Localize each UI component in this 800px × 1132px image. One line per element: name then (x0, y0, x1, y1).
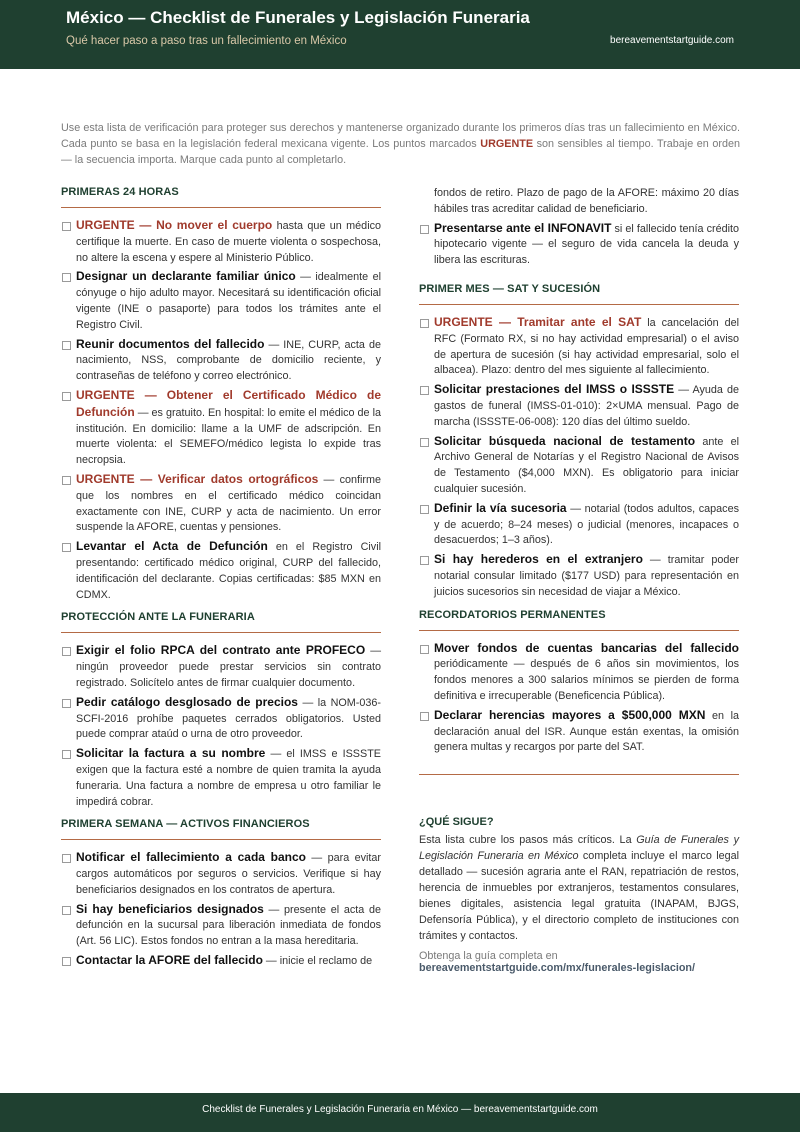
checkbox[interactable] (420, 645, 429, 654)
item-lead: Exigir el folio RPCA del contrato ante PROFECO (76, 643, 366, 658)
checkbox[interactable] (420, 319, 429, 328)
checkbox[interactable] (420, 386, 429, 395)
whats-next-text-end: completa incluye el marco legal detallado — sucesión agraria ante el RAN, repatriación de restos, herencia de inmuebles por extranjeros, testamentos consulares, bienes digitales, asistencia legal gratuita (INAPAM, BJGS, Defensoría Pública), y el directorio completo de instituciones con trámites y contactos. (419, 850, 740, 942)
item-lead: Contactar la AFORE del fallecido (76, 953, 263, 968)
item-text: en el Registro Civil presentando: certificado médico original, CURP del fallecido, identificación del declarante. Copias certificadas: $85 MXN en CDMX. (76, 541, 381, 601)
checkbox[interactable] (62, 543, 71, 552)
item-text: — tramitar poder notarial consular limitado ($177 USD) para representación en juicios sucesorios sin necesidad de viajar a México. (434, 554, 739, 598)
checklist-item (61, 643, 381, 691)
page-footer: Checklist de Funerales y Legislación Funeraria en México — bereavementstartguide.com (0, 1093, 800, 1132)
checklist-item (419, 708, 739, 756)
item-text: — presente el acta de defunción en la sucursal para liberación inmediata de fondos (Art. 56 LIC). Estos fondos no entran a la masa hereditaria. (76, 903, 381, 948)
item-text: — para evitar cargos automáticos por seguros o servicios. Verifique si hay beneficiarios designados en los contratos de apertura. (76, 852, 381, 896)
page-title: México — Checklist de Funerales y Legislación Funeraria (66, 8, 530, 27)
checklist-item (61, 746, 381, 810)
item-lead: URGENTE — Tramitar ante el SAT (434, 314, 642, 329)
item-lead: Si hay beneficiarios designados (76, 901, 264, 916)
intro-text: Use esta lista de verificación para proteger sus derechos y mantenerse organizado durante los primeros días tras un fallecimiento en México. Cada punto se basa en la legislación federal mexicana vigente. Los puntos marcados (61, 122, 740, 150)
item-lead: URGENTE — Obtener el Certificado Médico de Defunción (76, 387, 381, 419)
checklist-item (61, 269, 381, 333)
checklist-item (61, 902, 381, 950)
page-subtitle: Qué hacer paso a paso tras un fallecimiento en México (66, 35, 347, 47)
checklist-item (61, 337, 381, 385)
item-lead: Solicitar la factura a su nombre (76, 746, 266, 761)
checklist-item (61, 953, 381, 970)
intro-urgent: URGENTE (480, 138, 534, 150)
section-first-month (419, 283, 739, 601)
section-title: RECORDATORIOS PERMANENTES (419, 609, 739, 631)
checklist-item (61, 539, 381, 603)
checkbox[interactable] (420, 438, 429, 447)
checklist-item (419, 641, 739, 705)
item-text: — confirme que los nombres en el certificado médico coincidan exactamente con INE, CURP y acta de nacimiento. Un error suspende la AFORE, cuentas y pensiones. (76, 473, 381, 534)
guide-link[interactable]: bereavementstartguide.com/mx/funerales-legislacion/ (419, 962, 696, 974)
item-lead: Levantar el Acta de Defunción (76, 539, 268, 554)
checkbox[interactable] (62, 222, 71, 231)
item-text: ante el Archivo General de Notarías y el Registro Nacional de Avisos de Testamento ($4,000 MXN). Es obligatorio para iniciar cualquier sucesión. (434, 435, 740, 495)
item-text: en la declaración anual del ISR. Aunque están exentas, la omisión genera multas y recargos por parte del SAT. (434, 709, 739, 754)
checkbox[interactable] (62, 647, 71, 656)
checklist-item (419, 552, 739, 600)
checklist-item (419, 315, 739, 379)
item-lead: URGENTE — Verificar datos ortográficos (76, 471, 319, 486)
item-lead: Reunir documentos del fallecido (76, 336, 265, 351)
item-text: hasta que un médico certifique la muerte. En caso de muerte violenta o sospechosa, no altere la escena y espere al Ministerio Público. (76, 220, 381, 264)
checklist-item (61, 388, 381, 469)
item-lead: Declarar herencias mayores a $500,000 MXN (434, 707, 706, 722)
section-divider (419, 774, 739, 775)
item-text: — idealmente el cónyuge o hijo adulto mayor. Necesitará su identificación oficial vigente (INE o pasaporte) para todos los trámites ante el Registro Civil. (76, 271, 381, 331)
checkbox[interactable] (62, 854, 71, 863)
checkbox[interactable] (420, 505, 429, 514)
item-text: — ningún proveedor puede prestar servicios sin contrato registrado. Solicítelo antes de firmar cualquier documento. (76, 645, 382, 689)
item-text: — inicie el reclamo de (262, 955, 373, 968)
checklist-item (61, 218, 381, 266)
section-title: PRIMERAS 24 HORAS (61, 186, 381, 208)
checkbox[interactable] (62, 957, 71, 966)
checklist-item (419, 501, 739, 549)
checkbox[interactable] (62, 476, 71, 485)
item-lead: Designar un declarante familiar único (76, 269, 296, 284)
item-lead: Si hay herederos en el extranjero (434, 552, 643, 567)
get-guide-label: Obtenga la guía completa en (419, 950, 558, 962)
checklist-item (61, 850, 381, 898)
item-lead: Pedir catálogo desglosado de precios (76, 694, 298, 709)
section-title: PRIMERA SEMANA — ACTIVOS FINANCIEROS (61, 818, 381, 840)
guide-title: Guía de Funerales y Legislación Funeraria en México (419, 834, 739, 862)
item-lead: Definir la vía sucesoria (434, 500, 567, 515)
item-text: — notarial (todos adultos, capaces y de acuerdo; 8–24 meses) o judicial (menores, incapaces o desacuerdos; 1–3 años). (434, 502, 739, 547)
right-column (419, 186, 739, 783)
item-text: — INE, CURP, acta de nacimiento, NSS, comprobante de domicilio reciente, y contraseñas de teléfono y correo electrónico. (76, 338, 381, 383)
item-lead: URGENTE — No mover el cuerpo (76, 218, 273, 232)
checkbox[interactable] (420, 225, 429, 234)
checklist-item (419, 382, 739, 430)
item-text: la cancelación del RFC (Formato RX, si no hay actividad empresarial) o el aviso de apertura de sucesión (si hay actividad empresarial, solo el albacea). Plazo: dentro del mes siguiente al fallecimiento. (434, 316, 739, 377)
intro-text-end: son sensibles al tiempo. Trabaje en orden — la secuencia importa. Marque cada punto al completarlo. (61, 138, 740, 166)
intro-paragraph (61, 120, 740, 168)
checkbox[interactable] (420, 712, 429, 721)
item-lead: Notificar el fallecimiento a cada banco (76, 850, 307, 865)
section-title: PROTECCIÓN ANTE LA FUNERARIA (61, 611, 381, 633)
checkbox[interactable] (62, 341, 71, 350)
whats-next-text: Esta lista cubre los pasos más críticos. La (419, 834, 637, 846)
item-text: — la NOM-036-SCFI-2016 prohíbe paquetes cerrados obligatorios. Usted puede comprar ataúd o urna de otro proveedor. (76, 696, 382, 741)
whats-next-heading: ¿QUÉ SIGUE? (419, 816, 494, 828)
section-funeral-protection (61, 611, 381, 810)
item-text: — Ayuda de gastos de funeral (IMSS-01-010): 2×UMA mensual. Pago de marcha (ISSSTE-06-008): 120 días del último sueldo. (434, 384, 739, 428)
checkbox[interactable] (62, 392, 71, 401)
item-lead: Mover fondos de cuentas bancarias del fallecido (434, 640, 739, 655)
item-text: — es gratuito. En hospital: lo emite el médico de la institución. En domicilio: llame a la UMF de adscripción. En muerte violenta: el SEMEFO/médico legista lo expide tras necropsia. (76, 406, 381, 467)
page-header (0, 0, 800, 69)
item-lead: Presentarse ante el INFONAVIT (434, 220, 612, 235)
checklist-item (419, 434, 739, 498)
checkbox[interactable] (62, 699, 71, 708)
section-reminders (419, 609, 739, 776)
item-lead: Solicitar prestaciones del IMSS o ISSSTE (434, 382, 675, 397)
checkbox[interactable] (62, 906, 71, 915)
checklist-item (61, 472, 381, 536)
checkbox[interactable] (62, 750, 71, 759)
site-name: bereavementstartguide.com (610, 35, 734, 46)
section-first-week (61, 818, 381, 970)
item-text: si el fallecido tenía crédito hipotecario vigente — el seguro de vida cancela la deuda y libera las escrituras. (434, 222, 740, 267)
checklist-item (61, 695, 381, 743)
section-first-24-hours (61, 186, 381, 603)
section-title: PRIMER MES — SAT Y SUCESIÓN (419, 283, 739, 305)
whats-next-paragraph (419, 832, 739, 944)
checklist-item (419, 221, 739, 269)
item-text: periódicamente — después de 6 años sin movimientos, los fondos menores a 300 salarios mínimos se pierden de forma definitiva e irrecuperable (Beneficencia Pública). (434, 658, 739, 702)
item-text: — el IMSS e ISSSTE exigen que la factura esté a nombre de quien tramita la ayuda funeraria. Una factura a nombre de empresa u otro familiar le impedirá cobrar. (76, 748, 381, 808)
left-column (61, 186, 381, 978)
item-lead: Solicitar búsqueda nacional de testamento (434, 433, 696, 448)
whats-next-box (419, 816, 739, 974)
item-continuation: fondos de retiro. Plazo de pago de la AFORE: máximo 20 días hábiles tras acreditar calidad de beneficiario. (434, 187, 739, 215)
checkbox[interactable] (420, 556, 429, 565)
checkbox[interactable] (62, 273, 71, 282)
